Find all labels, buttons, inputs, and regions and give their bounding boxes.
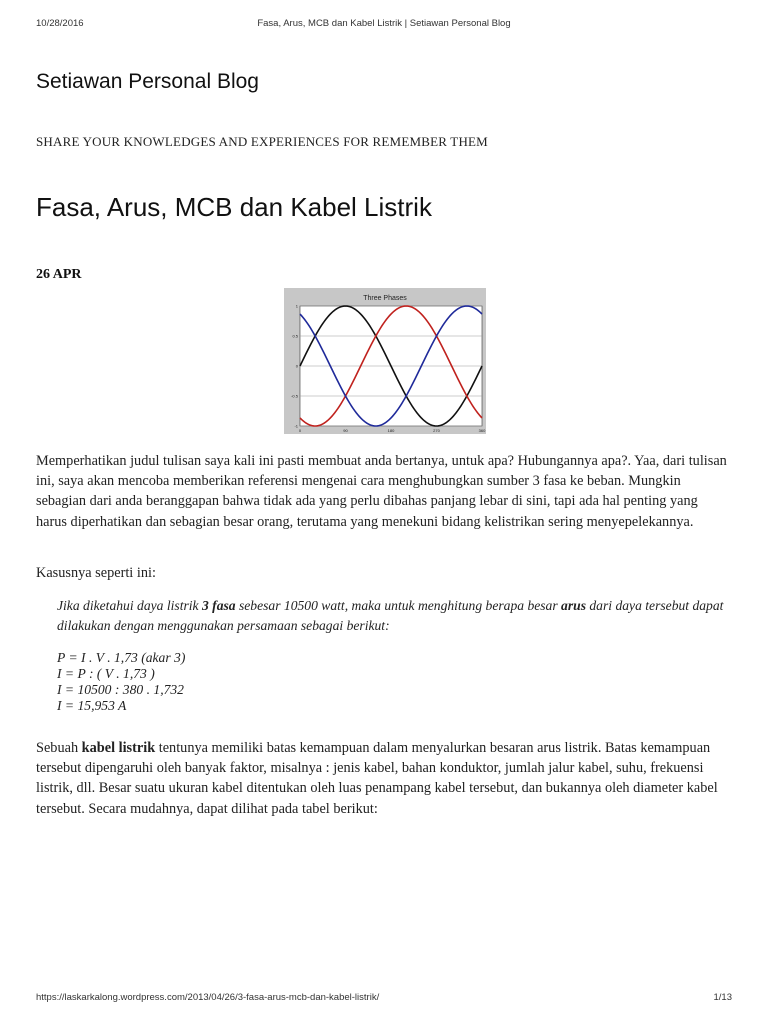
print-date: 10/28/2016	[36, 18, 84, 29]
figure-title: Three Phases	[363, 295, 407, 302]
y-tick-label: 0	[295, 363, 298, 369]
x-tick-label: 360	[478, 428, 486, 433]
quote-block	[57, 596, 728, 636]
blog-title[interactable]: Setiawan Personal Blog	[36, 70, 259, 93]
print-url[interactable]: https://laskarkalong.wordpress.com/2013/04/26/3-fasa-arus-mcb-dan-kabel-listrik/	[36, 992, 380, 1003]
y-tick-label: -1	[294, 423, 298, 429]
x-tick-label: 180	[387, 428, 395, 433]
print-page-title: Fasa, Arus, MCB dan Kabel Listrik | Setiawan Personal Blog	[257, 18, 511, 29]
quote-text-2: sebesar 10500 watt, maka untuk menghitung berapa besar	[235, 598, 562, 613]
formula-line: I = P : ( V . 1,73 )	[57, 666, 155, 681]
quote-bold-arus: arus	[561, 598, 586, 613]
quote-text-3: dari daya tersebut dapat dilakukan dengan menggunakan persamaan sebagai berikut:	[57, 598, 724, 633]
quote-bold-3fasa: 3 fasa	[201, 598, 236, 613]
blog-tagline: SHARE YOUR KNOWLEDGES AND EXPERIENCES FOR REMEMBER THEM	[36, 134, 488, 149]
page-number: 1/13	[713, 992, 732, 1003]
paragraph-intro: Memperhatikan judul tulisan saya kali ini pasti membuat anda bertanya, untuk apa? Hubungannya apa?. Yaa, dari tulisan ini, saya akan mencoba memberikan referensi mengenai cara menghubungkan sumber 3 fasa ke beban. Mungkin sebagian dari anda beranggapan bahwa tidak ada yang perlu dibahas panjang lebar di sini, tapi ada hal penting yang harus diperhatikan dan sebagian besar orang, terutama yang menekuni bidang kelistrikan sering menyepelekannya.	[36, 453, 727, 530]
formula-line: I = 10500 : 380 . 1,732	[57, 682, 184, 697]
paragraph-case: Kasusnya seperti ini:	[36, 565, 156, 581]
quote-text-1: Jika diketahui daya listrik	[57, 598, 202, 613]
formula-line: P = I . V . 1,73 (akar 3)	[57, 650, 186, 665]
three-phase-chart	[284, 288, 486, 434]
print-header	[36, 18, 732, 32]
three-phase-figure	[284, 288, 486, 434]
y-tick-label: 1	[295, 303, 298, 309]
x-tick-label: 0	[298, 428, 302, 433]
x-tick-label: 90	[343, 428, 348, 433]
x-tick-label: 270	[433, 428, 440, 433]
formula-block	[57, 650, 185, 714]
cable-bold-kabel-listrik: kabel listrik	[81, 740, 156, 756]
cable-text-2: tentunya memiliki batas kemampuan dalam menyalurkan besaran arus listrik. Batas kemampuan tersebut dipengaruhi oleh banyak faktor, misalnya : jenis kabel, bahan konduktor, jumlah jalur kabel, suhu, frekuensi listrik, dll. Besar suatu ukuran kabel ditentukan oleh luas penampang kabel tersebut, dan bukannya oleh diameter kabel tersebut. Secara mudahnya, dapat dilihat pada tabel berikut:	[36, 740, 718, 817]
y-tick-label: 0.5	[292, 333, 298, 339]
cable-text-1: Sebuah	[36, 740, 82, 756]
paragraph-cable	[36, 738, 732, 819]
formula-line: I = 15,953 A	[57, 698, 127, 713]
print-footer	[36, 992, 732, 1006]
y-tick-label: -0.5	[291, 393, 298, 399]
post-title[interactable]: Fasa, Arus, MCB dan Kabel Listrik	[36, 192, 432, 222]
post-date: 26 APR	[36, 267, 82, 282]
